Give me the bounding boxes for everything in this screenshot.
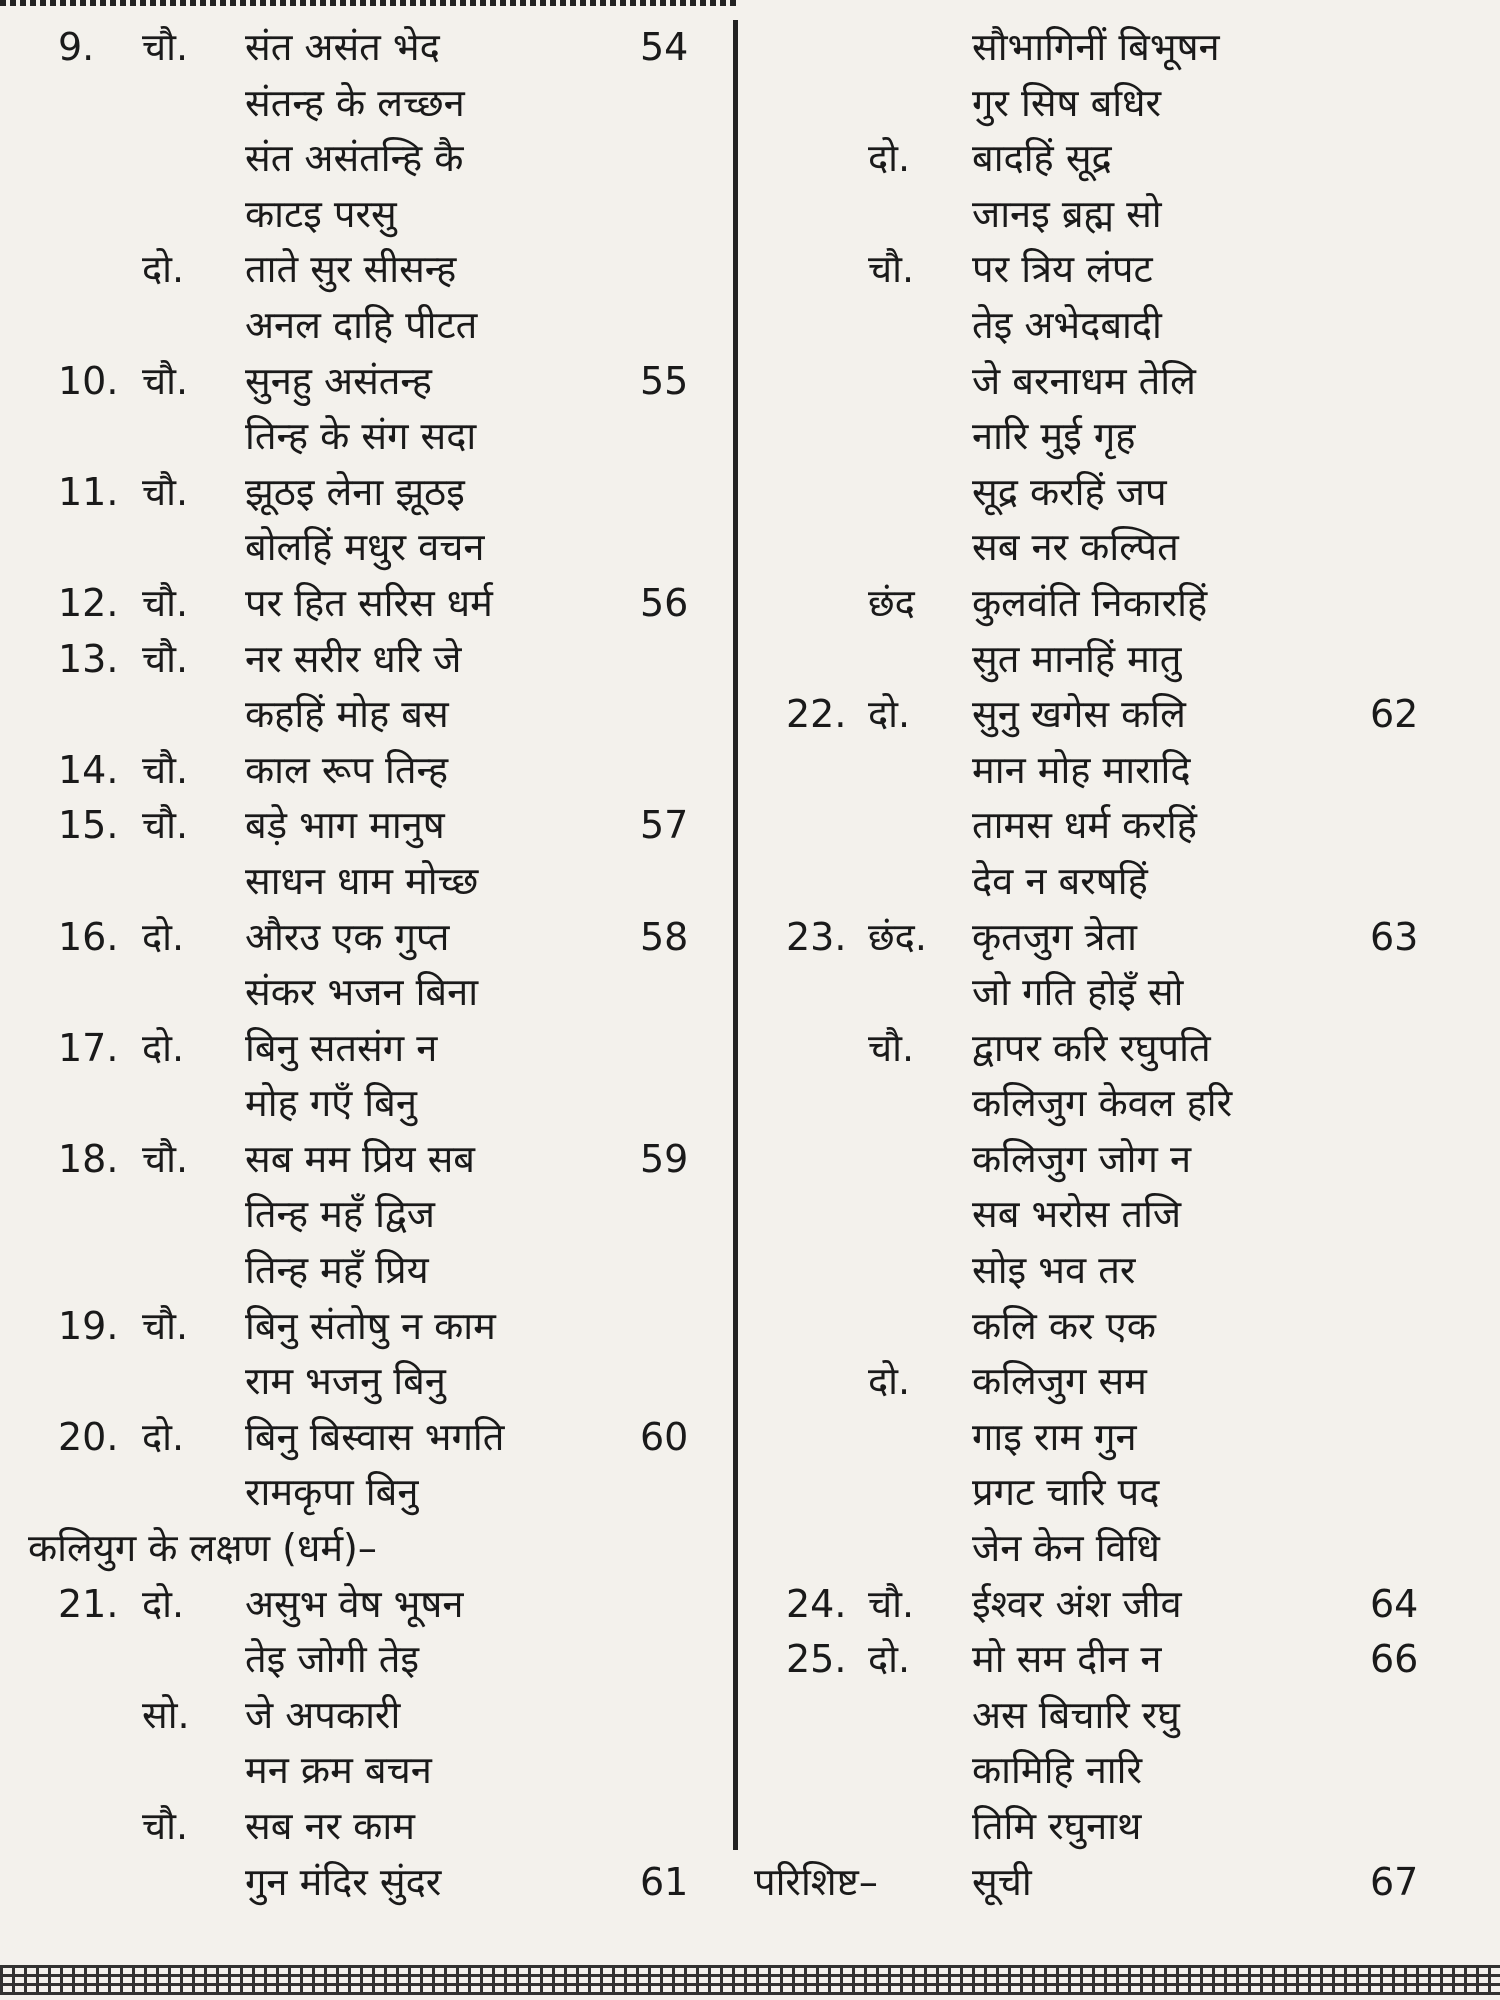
index-row bbox=[0, 1021, 735, 1077]
verse-type: चौ. bbox=[142, 636, 189, 681]
index-row bbox=[740, 1465, 1430, 1521]
entry-number: 23. bbox=[786, 914, 847, 959]
verse-type: दो. bbox=[868, 692, 911, 737]
index-row bbox=[0, 1354, 735, 1410]
index-row bbox=[740, 910, 1430, 966]
entry-text: गाइ राम गुन bbox=[972, 1414, 1137, 1459]
page-number: 57 bbox=[640, 803, 689, 848]
entry-text: सब नर कल्पित bbox=[972, 525, 1179, 570]
index-row bbox=[0, 409, 735, 465]
entry-text: सुत मानहिं मातु bbox=[972, 636, 1182, 681]
top-rule bbox=[0, 0, 740, 6]
entry-text: कामिहि नारि bbox=[972, 1748, 1143, 1793]
index-row bbox=[0, 1743, 735, 1799]
left-column bbox=[0, 20, 735, 1910]
entry-text: संकर भजन बिना bbox=[245, 970, 479, 1015]
entry-text: द्वापर करि रघुपति bbox=[972, 1025, 1211, 1070]
entry-text: संत असंतन्हि कै bbox=[245, 136, 464, 181]
index-row bbox=[0, 1243, 735, 1299]
entry-text: सोइ भव तर bbox=[972, 1248, 1136, 1293]
index-row bbox=[740, 965, 1430, 1021]
index-row bbox=[0, 465, 735, 521]
entry-number: 18. bbox=[58, 1136, 119, 1181]
page-number: 66 bbox=[1370, 1637, 1419, 1682]
entry-text: राम भजनु बिनु bbox=[245, 1359, 446, 1404]
index-row bbox=[740, 1521, 1430, 1577]
entry-text: नर सरीर धरि जे bbox=[245, 636, 462, 681]
index-row bbox=[740, 1076, 1430, 1132]
entry-text: जो गति होइँ सो bbox=[972, 970, 1184, 1015]
index-row bbox=[0, 854, 735, 910]
verse-type: चौ. bbox=[142, 1136, 189, 1181]
entry-text: बड़े भाग मानुष bbox=[245, 803, 445, 848]
entry-number: 13. bbox=[58, 636, 119, 681]
entry-text: असुभ वेष भूषन bbox=[245, 1581, 464, 1626]
entry-text: झूठइ लेना झूठइ bbox=[245, 469, 465, 514]
entry-text: नारि मुई गृह bbox=[972, 414, 1136, 459]
entry-text: तेइ जोगी तेइ bbox=[245, 1637, 420, 1682]
verse-type: चौ. bbox=[142, 1303, 189, 1348]
page-number: 62 bbox=[1370, 692, 1419, 737]
entry-text: सब मम प्रिय सब bbox=[245, 1136, 475, 1181]
verse-type: चौ. bbox=[868, 1025, 915, 1070]
entry-text: कहहिं मोह बस bbox=[245, 692, 449, 737]
index-row bbox=[740, 520, 1430, 576]
verse-type: चौ. bbox=[868, 1581, 915, 1626]
section-heading: कलियुग के लक्षण (धर्म)– bbox=[28, 1526, 377, 1571]
entry-text: बादहिं सूद्र bbox=[972, 136, 1112, 181]
entry-text: पर त्रिय लंपट bbox=[972, 247, 1153, 292]
page-number: 63 bbox=[1370, 914, 1419, 959]
index-row bbox=[0, 76, 735, 132]
page-number: 54 bbox=[640, 25, 689, 69]
entry-text: मन क्रम बचन bbox=[245, 1748, 432, 1793]
entry-text: अनल दाहि पीटत bbox=[245, 302, 478, 347]
entry-text: सुनु खगेस कलि bbox=[972, 692, 1186, 737]
verse-type: दो. bbox=[142, 1414, 185, 1459]
index-row bbox=[0, 798, 735, 854]
index-row bbox=[740, 798, 1430, 854]
index-row bbox=[740, 20, 1430, 76]
index-row bbox=[740, 187, 1430, 243]
verse-type: चौ. bbox=[142, 803, 189, 848]
entry-number: 19. bbox=[58, 1303, 119, 1348]
verse-type: चौ. bbox=[142, 358, 189, 403]
page-number: 61 bbox=[640, 1859, 689, 1904]
entry-text: मोह गएँ बिनु bbox=[245, 1081, 417, 1126]
right-column bbox=[740, 20, 1430, 1910]
index-row bbox=[740, 465, 1430, 521]
verse-type: सो. bbox=[142, 1692, 190, 1737]
index-row bbox=[0, 520, 735, 576]
entry-text: तिन्ह महँ प्रिय bbox=[245, 1248, 429, 1293]
entry-number: 17. bbox=[58, 1025, 119, 1070]
entry-text: तिमि रघुनाथ bbox=[972, 1804, 1142, 1848]
entry-text: गुन मंदिर सुंदर bbox=[245, 1859, 442, 1904]
entry-text: जे बरनाधम तेलि bbox=[972, 358, 1196, 403]
verse-type: चौ. bbox=[142, 1804, 189, 1848]
entry-text: सौभागिनीं बिभूषन bbox=[972, 25, 1220, 69]
index-row bbox=[0, 965, 735, 1021]
index-row bbox=[740, 1187, 1430, 1243]
entry-number: 9. bbox=[58, 25, 95, 69]
entry-text: तिन्ह महँ द्विज bbox=[245, 1192, 435, 1237]
entry-text: सूद्र करहिं जप bbox=[972, 469, 1167, 514]
entry-text: सब नर काम bbox=[245, 1804, 415, 1848]
page-number: 60 bbox=[640, 1414, 689, 1459]
verse-type: चौ. bbox=[142, 747, 189, 792]
entry-number: 25. bbox=[786, 1637, 847, 1682]
entry-text: देव न बरषहिं bbox=[972, 858, 1148, 903]
entry-text: साधन धाम मोच्छ bbox=[245, 858, 479, 903]
verse-type: दो. bbox=[142, 1581, 185, 1626]
entry-number: 15. bbox=[58, 803, 119, 848]
entry-text: कलिजुग केवल हरि bbox=[972, 1081, 1233, 1126]
page-number: 59 bbox=[640, 1136, 689, 1181]
entry-text: जेन केन विधि bbox=[972, 1526, 1160, 1571]
entry-number: 24. bbox=[786, 1581, 847, 1626]
entry-number: 11. bbox=[58, 469, 119, 514]
entry-text: तिन्ह के संग सदा bbox=[245, 414, 477, 459]
column-divider bbox=[733, 20, 738, 1850]
entry-text: गुर सिष बधिर bbox=[972, 80, 1162, 125]
verse-type: चौ. bbox=[868, 247, 915, 292]
index-row bbox=[0, 632, 735, 688]
index-row bbox=[0, 1299, 735, 1355]
decorative-border bbox=[0, 1965, 1500, 1995]
page-number: 67 bbox=[1370, 1859, 1419, 1904]
entry-text: सुनहु असंतन्ह bbox=[245, 358, 432, 403]
index-row bbox=[0, 1076, 735, 1132]
index-row bbox=[740, 1243, 1430, 1299]
page-number: 55 bbox=[640, 358, 689, 403]
entry-text: पर हित सरिस धर्म bbox=[245, 580, 493, 625]
index-row bbox=[0, 1465, 735, 1521]
entry-text: मो सम दीन न bbox=[972, 1637, 1162, 1682]
index-row bbox=[0, 242, 735, 298]
index-row bbox=[0, 687, 735, 743]
index-row bbox=[740, 854, 1430, 910]
index-row bbox=[0, 131, 735, 187]
index-row bbox=[740, 354, 1430, 410]
entry-text: कलि कर एक bbox=[972, 1303, 1156, 1348]
index-row bbox=[0, 743, 735, 799]
entry-text: औरउ एक गुप्त bbox=[245, 914, 450, 959]
entry-text: काल रूप तिन्ह bbox=[245, 747, 449, 792]
entry-text: मान मोह मारादि bbox=[972, 747, 1191, 792]
index-row bbox=[0, 576, 735, 632]
verse-type: दो. bbox=[868, 1359, 911, 1404]
verse-type: चौ. bbox=[142, 25, 189, 69]
index-row bbox=[740, 1354, 1430, 1410]
entry-text: तेइ अभेदबादी bbox=[972, 302, 1162, 347]
entry-text: कुलवंति निकारहिं bbox=[972, 580, 1208, 625]
entry-text: जानइ ब्रह्म सो bbox=[972, 191, 1162, 236]
index-row bbox=[0, 1632, 735, 1688]
index-row bbox=[740, 576, 1430, 632]
verse-type: छंद. bbox=[868, 914, 927, 959]
verse-type: दो. bbox=[142, 247, 185, 292]
entry-text: संतन्ह के लच्छन bbox=[245, 80, 465, 125]
verse-type: दो. bbox=[142, 1025, 185, 1070]
index-row bbox=[0, 1187, 735, 1243]
entry-number: 20. bbox=[58, 1414, 119, 1459]
index-row bbox=[740, 1132, 1430, 1188]
entry-number: 12. bbox=[58, 580, 119, 625]
entry-text: कृतजुग त्रेता bbox=[972, 914, 1137, 959]
entry-text: बोलहिं मधुर वचन bbox=[245, 525, 485, 570]
index-row bbox=[0, 1799, 735, 1855]
entry-number: 21. bbox=[58, 1581, 119, 1626]
entry-text: सब भरोस तजि bbox=[972, 1192, 1182, 1237]
entry-text: अस बिचारि रघु bbox=[972, 1692, 1180, 1737]
index-row bbox=[740, 409, 1430, 465]
verse-type: छंद bbox=[868, 580, 915, 625]
entry-text: कलिजुग जोग न bbox=[972, 1136, 1192, 1181]
index-row bbox=[0, 1688, 735, 1744]
index-row bbox=[740, 76, 1430, 132]
entry-text: काटइ परसु bbox=[245, 191, 397, 236]
index-row bbox=[0, 1132, 735, 1188]
index-row bbox=[740, 1632, 1430, 1688]
entry-text: बिनु संतोषु न काम bbox=[245, 1303, 496, 1348]
entry-text: ताते सुर सीसन्ह bbox=[245, 247, 457, 292]
index-row bbox=[0, 1410, 735, 1466]
index-row bbox=[740, 1688, 1430, 1744]
entry-text: संत असंत भेद bbox=[245, 25, 440, 69]
entry-text: रामकृपा बिनु bbox=[245, 1470, 419, 1515]
index-row bbox=[0, 354, 735, 410]
index-row bbox=[740, 1577, 1430, 1633]
entry-text: कलिजुग सम bbox=[972, 1359, 1147, 1404]
entry-number: 16. bbox=[58, 914, 119, 959]
entry-number: 22. bbox=[786, 692, 847, 737]
index-row bbox=[0, 910, 735, 966]
index-row bbox=[0, 1577, 735, 1633]
index-row bbox=[0, 1855, 735, 1911]
index-row bbox=[740, 242, 1430, 298]
index-row bbox=[740, 743, 1430, 799]
page-number: 64 bbox=[1370, 1581, 1419, 1626]
index-row bbox=[0, 298, 735, 354]
entry-text: ईश्वर अंश जीव bbox=[972, 1581, 1182, 1626]
entry-text: तामस धर्म करहिं bbox=[972, 803, 1197, 848]
entry-text: प्रगट चारि पद bbox=[972, 1470, 1160, 1515]
index-row bbox=[740, 131, 1430, 187]
page-number: 58 bbox=[640, 914, 689, 959]
entry-text: बिनु सतसंग न bbox=[245, 1025, 438, 1070]
index-row bbox=[740, 1855, 1430, 1911]
page-number: 56 bbox=[640, 580, 689, 625]
entry-number: 14. bbox=[58, 747, 119, 792]
verse-type: चौ. bbox=[142, 469, 189, 514]
entry-text: जे अपकारी bbox=[245, 1692, 401, 1737]
entry-text: बिनु बिस्वास भगति bbox=[245, 1414, 505, 1459]
entry-text: सूची bbox=[972, 1859, 1032, 1904]
index-row bbox=[740, 1743, 1430, 1799]
index-row bbox=[740, 687, 1430, 743]
index-row bbox=[740, 1299, 1430, 1355]
verse-type: दो. bbox=[868, 1637, 911, 1682]
index-row bbox=[0, 187, 735, 243]
index-row bbox=[740, 1799, 1430, 1855]
appendix-label: परिशिष्ट– bbox=[754, 1859, 878, 1904]
index-row bbox=[740, 632, 1430, 688]
index-row bbox=[0, 1521, 735, 1577]
index-row bbox=[740, 1021, 1430, 1077]
verse-type: दो. bbox=[142, 914, 185, 959]
verse-type: चौ. bbox=[142, 580, 189, 625]
index-row bbox=[740, 1410, 1430, 1466]
entry-number: 10. bbox=[58, 358, 119, 403]
verse-type: दो. bbox=[868, 136, 911, 181]
index-row bbox=[740, 298, 1430, 354]
index-row bbox=[0, 20, 735, 76]
